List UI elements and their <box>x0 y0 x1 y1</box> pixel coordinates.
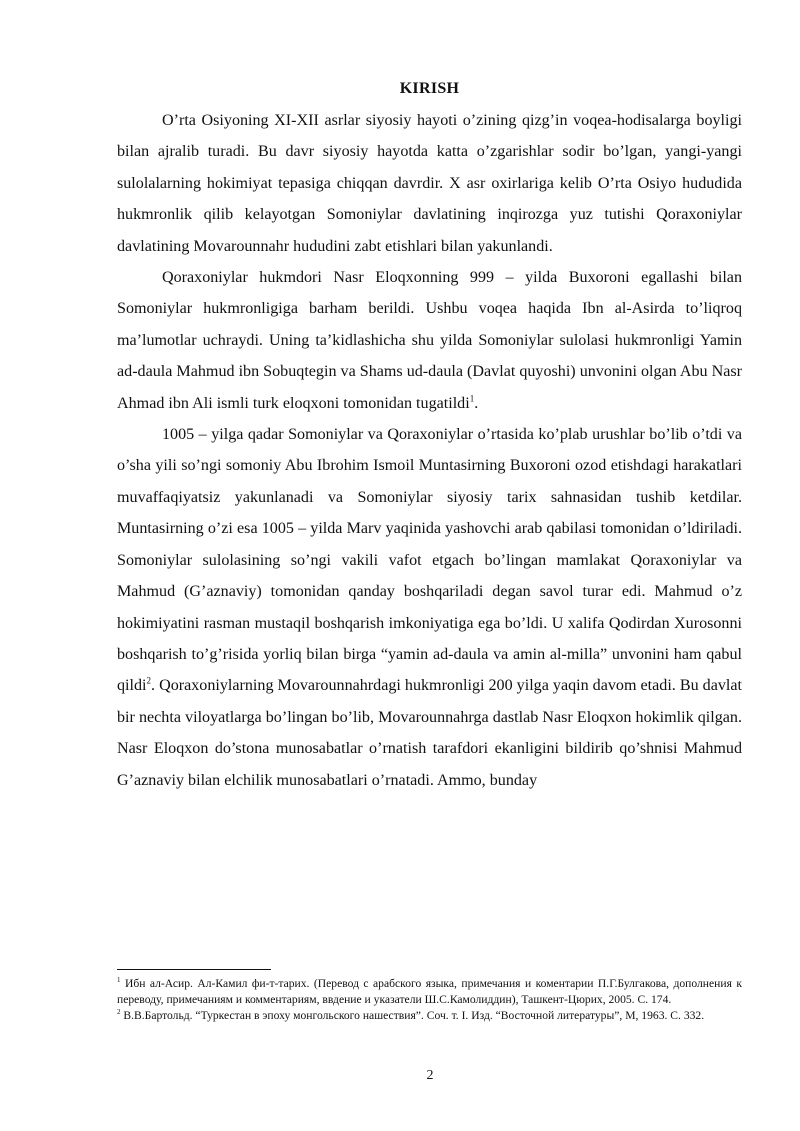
paragraph-2-text: Qoraxoniylar hukmdori Nasr Eloqxonning 999 – yilda Buxoroni egallashi bilan Somoniylar hukmronligiga barham berildi. Ushbu voqea haqida Ibn al-Asirda to’liqroq ma’lumotlar uchraydi. Uning ta’kidlashicha shu yilda Somoniylar sulolasi hukmronligi Yamin ad-daula Mahmud ibn Sobuqtegin va Shams ud-daula (Davlat quyoshi) unvonini olgan Abu Nasr Ahmad ibn Ali ismli turk eloqxoni tomonidan tugatildi <box>117 269 742 412</box>
footnote-separator <box>117 969 271 970</box>
section-title: KIRISH <box>399 80 460 97</box>
footnote-1-text: Ибн ал-Асир. Ал-Камил фи-т-тарих. (Перевод с арабского языка, примечания и коментарии П.Г.Булгакова, дополнения к переводу, примечаниям и комментариям, ввдение и указатели Ш.С.Камолиддин), Ташкент-Цюрих, 2005. С. 174. <box>117 977 742 1006</box>
paragraph-2 <box>117 262 742 419</box>
footnote-2-text: В.В.Бартольд. “Туркестан в эпоху монгольского нашествия”. Соч. т. I. Изд. “Восточной литературы”, М, 1963. С. 332. <box>120 1008 705 1022</box>
footnote-ref-1[interactable]: 1 <box>469 393 475 404</box>
paragraph-1: O’rta Osiyoning XI-XII asrlar siyosiy hayoti o’zining qizg’in voqea-hodisalarga boyligi bilan ajralib turadi. Bu davr siyosiy hayotda katta o’zgarishlar sodir bo’lgan, yangi-yangi sulolalarning hokimiyat tepasiga chiqqan davrdir. X asr oxirlariga kelib O’rta Osiyo hududida hukmronlik qilib kelayotgan Somoniylar davlatining inqirozga yuz tutishi Qoraxoniylar davlatining Movarounnahr hududini zabt etishlari bilan yakunlandi. <box>117 112 742 255</box>
footnote-2-mark: 2 <box>117 1007 121 1016</box>
footnote-2 <box>117 1008 742 1024</box>
footnote-1-mark: 1 <box>117 976 121 985</box>
page-number: 2 <box>426 1068 434 1083</box>
footnote-ref-2[interactable]: 2 <box>146 675 152 686</box>
paragraph-3-text-a: 1005 – yilga qadar Somoniylar va Qoraxoniylar o’rtasida ko’plab urushlar bo’lib o’tdi va o’sha yili so’ngi somoniy Abu Ibrohim Ismoil Muntasirning Buxoroni ozod etishdagi harakatlari muvaffaqiyatsiz yakunlanadi va Somoniylar siyosiy tarix sahnasidan tushib ketdilar. Muntasirning o’zi esa 1005 – yilda Marv yaqinida yashovchi arab qabilasi tomonidan o’ldiriladi. Somoniylar sulolasining so’ngi vakili vafot etgach bo’lingan mamlakat Qoraxoniylar va Mahmud (G’aznaviy) tomonidan qanday boshqariladi degan savol turar edi. Mahmud o’z hokimiyatini rasman mustaqil boshqarish imkoniyatiga ega bo’ldi. U xalifa Qodirdan Xurosonni boshqarish to’g’risida yorliq bilan birga “yamin ad-daula va amin al-milla” unvonini ham qabul qildi <box>117 426 742 695</box>
paragraph-3-text-b: . Qoraxoniylarning Movarounnahrdagi hukmronligi 200 yilga yaqin davom etadi. Bu davlat bir nechta viloyatlarga bo’lingan bo’lib, Movarounnahrga dastlab Nasr Eloqxon hokimlik qilgan. Nasr Eloqxon do’stona munosabatlar o’rnatish tarafdori ekanligini bildirib qo’shnisi Mahmud G’aznaviy bilan elchilik munosabatlari o’rnatadi. Ammo, bunday <box>117 677 742 789</box>
footnotes <box>117 976 742 1023</box>
body-text <box>117 105 742 796</box>
footnote-1 <box>117 976 742 1008</box>
paragraph-3 <box>117 419 742 796</box>
paragraph-2-end: . <box>474 394 479 412</box>
